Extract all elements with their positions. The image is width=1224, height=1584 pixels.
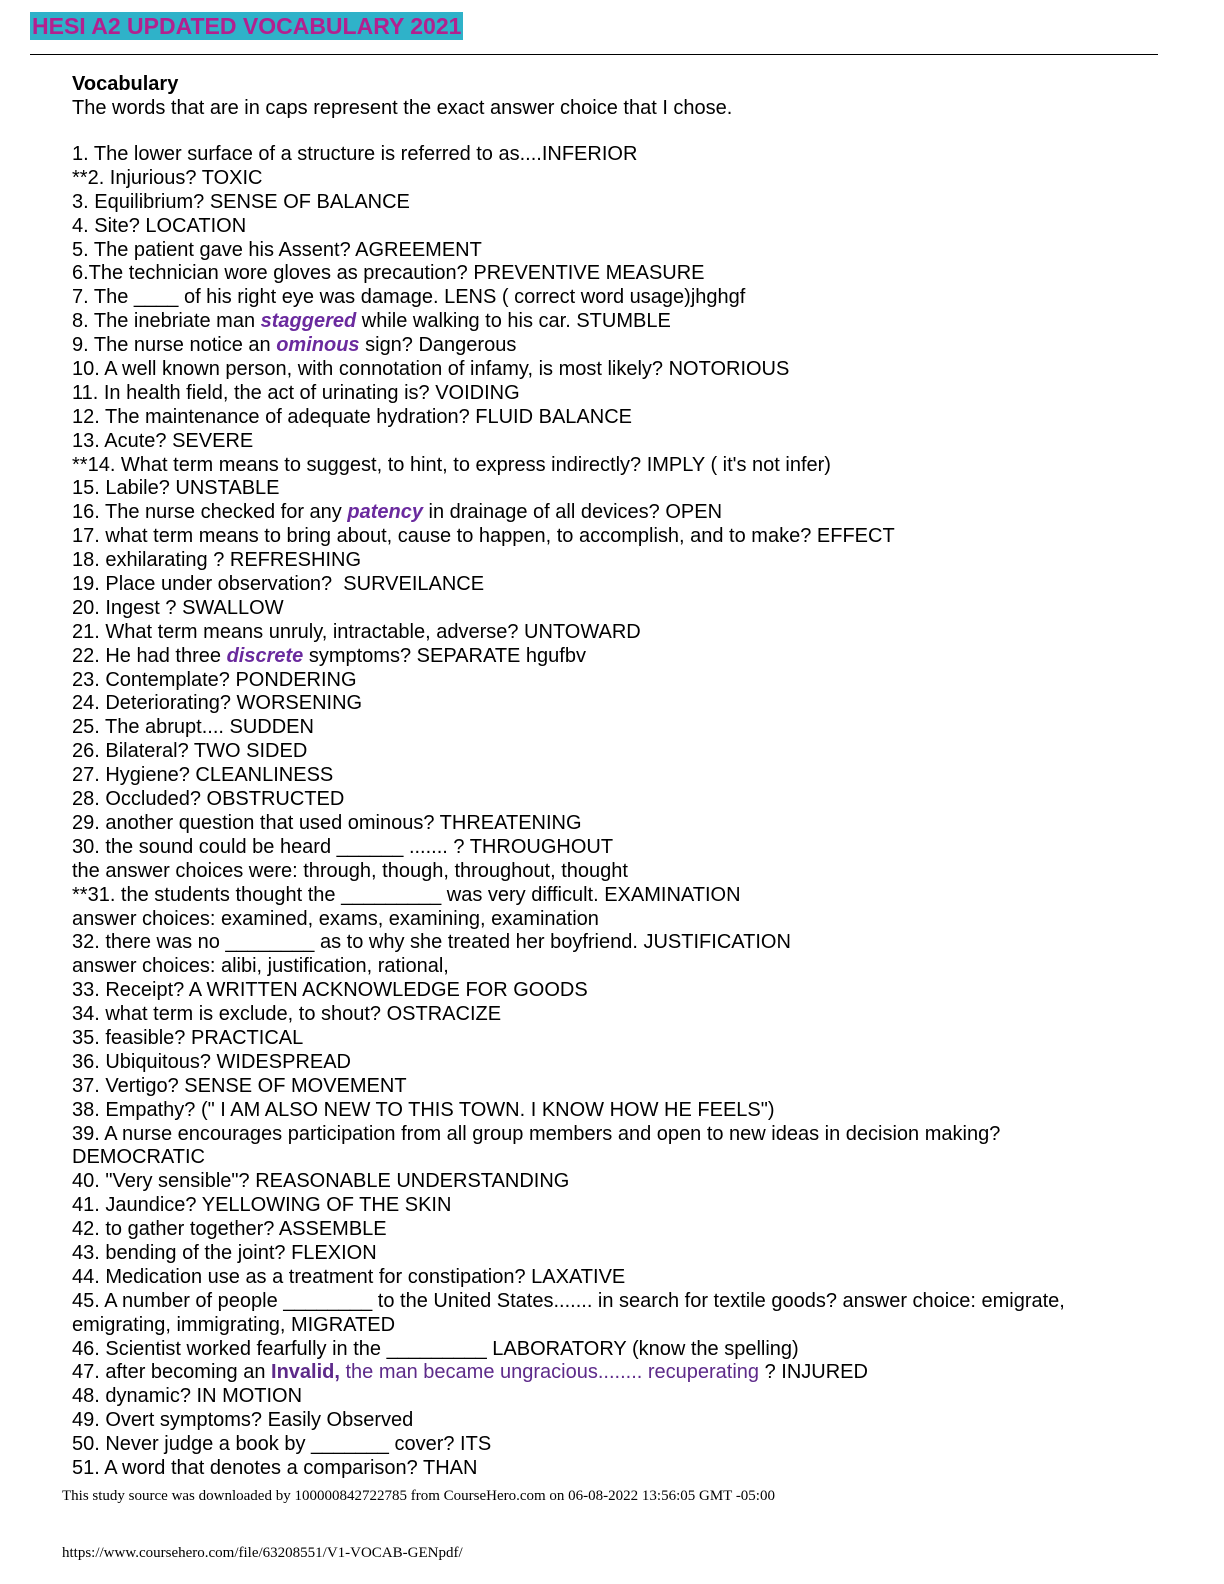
vocab-line: answer choices: alibi, justification, rational, bbox=[72, 955, 449, 978]
vocab-line: 27. Hygiene? CLEANLINESS bbox=[72, 764, 334, 787]
highlighted-word: ominous bbox=[276, 334, 360, 357]
vocab-line: **14. What term means to suggest, to hint, to express indirectly? IMPLY ( it's not infer) bbox=[72, 453, 831, 476]
vocab-line: 35. feasible? PRACTICAL bbox=[72, 1026, 304, 1049]
vocab-line: the answer choices were: through, though, throughout, thought bbox=[72, 859, 628, 882]
vocab-line: 33. Receipt? A WRITTEN ACKNOWLEDGE FOR GOODS bbox=[72, 979, 588, 1002]
vocabulary-list bbox=[72, 143, 1132, 1481]
highlighted-word: Invalid, bbox=[271, 1361, 340, 1384]
vocab-line: 50. Never judge a book by _______ cover? ITS bbox=[72, 1433, 492, 1456]
line-segment: 22. He had three bbox=[72, 644, 227, 667]
vocab-line bbox=[72, 1361, 1132, 1385]
vocab-line: 20. Ingest ? SWALLOW bbox=[72, 596, 284, 619]
highlighted-word: staggered bbox=[260, 310, 357, 333]
vocab-line: 32. there was no ________ as to why she treated her boyfriend. JUSTIFICATION bbox=[72, 931, 791, 954]
line-segment: ? INJURED bbox=[759, 1361, 868, 1384]
vocab-line: 25. The abrupt.... SUDDEN bbox=[72, 716, 314, 739]
line-segment: 9. The nurse notice an bbox=[72, 334, 277, 357]
highlighted-word: discrete bbox=[226, 644, 304, 667]
vocab-line: 10. A well known person, with connotation of infamy, is most likely? NOTORIOUS bbox=[72, 358, 790, 381]
line-segment: symptoms? SEPARATE hgufbv bbox=[303, 644, 586, 667]
vocab-line: answer choices: examined, exams, examining, examination bbox=[72, 907, 599, 930]
line-segment: while walking to his car. STUMBLE bbox=[356, 310, 671, 333]
section-subtitle: The words that are in caps represent the exact answer choice that I chose. bbox=[72, 97, 733, 119]
vocab-line bbox=[72, 501, 1132, 525]
vocab-line bbox=[72, 310, 1132, 334]
vocab-line: 29. another question that used ominous? THREATENING bbox=[72, 811, 582, 834]
vocab-line: 6.The technician wore gloves as precaution? PREVENTIVE MEASURE bbox=[72, 262, 705, 285]
vocab-line: emigrating, immigrating, MIGRATED bbox=[72, 1313, 396, 1336]
vocab-line: 11. In health field, the act of urinating is? VOIDING bbox=[72, 381, 520, 404]
line-segment: 16. The nurse checked for any bbox=[72, 501, 348, 524]
vocab-line: 21. What term means unruly, intractable, adverse? UNTOWARD bbox=[72, 620, 641, 643]
line-segment: in drainage of all devices? OPEN bbox=[422, 501, 723, 524]
vocab-line: 1. The lower surface of a structure is referred to as....INFERIOR bbox=[72, 143, 638, 165]
vocab-line: 5. The patient gave his Assent? AGREEMENT bbox=[72, 238, 482, 261]
line-segment: the man became ungracious........ recuperating bbox=[339, 1361, 760, 1384]
vocab-line bbox=[72, 645, 1132, 669]
vocab-line: 38. Empathy? (" I AM ALSO NEW TO THIS TOWN. I KNOW HOW HE FEELS") bbox=[72, 1098, 775, 1121]
line-segment: sign? Dangerous bbox=[359, 334, 517, 357]
source-url: https://www.coursehero.com/file/63208551/V1-VOCAB-GENpdf/ bbox=[62, 1545, 463, 1561]
vocab-line: **2. Injurious? TOXIC bbox=[72, 166, 263, 189]
vocab-line: 45. A number of people ________ to the United States....... in search for textile goods? answer choice: emigrate, bbox=[72, 1289, 1065, 1312]
vocab-line: 42. to gather together? ASSEMBLE bbox=[72, 1218, 387, 1241]
section-title: Vocabulary bbox=[72, 73, 179, 95]
vocab-line: 13. Acute? SEVERE bbox=[72, 429, 254, 452]
vocab-line: 36. Ubiquitous? WIDESPREAD bbox=[72, 1050, 352, 1073]
vocab-line: 37. Vertigo? SENSE OF MOVEMENT bbox=[72, 1074, 407, 1097]
vocab-line: 26. Bilateral? TWO SIDED bbox=[72, 740, 308, 763]
vocab-line: **31. the students thought the _________ was very difficult. EXAMINATION bbox=[72, 883, 741, 906]
vocab-line: 3. Equilibrium? SENSE OF BALANCE bbox=[72, 190, 410, 213]
vocab-line: 48. dynamic? IN MOTION bbox=[72, 1385, 303, 1408]
vocab-line: 49. Overt symptoms? Easily Observed bbox=[72, 1409, 414, 1432]
vocab-line: 24. Deteriorating? WORSENING bbox=[72, 692, 363, 715]
vocab-line: 12. The maintenance of adequate hydration? FLUID BALANCE bbox=[72, 405, 632, 428]
download-notice: This study source was downloaded by 100000842722785 from CourseHero.com on 06-08-2022 13:56:05 GMT -05:00 bbox=[62, 1488, 775, 1504]
vocab-line: 41. Jaundice? YELLOWING OF THE SKIN bbox=[72, 1194, 452, 1217]
vocab-line: 44. Medication use as a treatment for constipation? LAXATIVE bbox=[72, 1265, 626, 1288]
vocab-line: 43. bending of the joint? FLEXION bbox=[72, 1241, 377, 1264]
vocab-line: 23. Contemplate? PONDERING bbox=[72, 668, 357, 691]
vocab-line: 34. what term is exclude, to shout? OSTRACIZE bbox=[72, 1003, 502, 1026]
vocab-line: 7. The ____ of his right eye was damage. LENS ( correct word usage)jhghgf bbox=[72, 286, 746, 309]
vocab-line: 19. Place under observation? SURVEILANCE bbox=[72, 573, 485, 596]
vocab-line: 40. "Very sensible"? REASONABLE UNDERSTANDING bbox=[72, 1170, 570, 1193]
vocab-line: 17. what term means to bring about, cause to happen, to accomplish, and to make? EFFECT bbox=[72, 525, 895, 548]
vocab-line: 28. Occluded? OBSTRUCTED bbox=[72, 788, 345, 811]
document-banner-title: HESI A2 UPDATED VOCABULARY 2021 bbox=[32, 13, 462, 39]
vocab-line: DEMOCRATIC bbox=[72, 1146, 205, 1169]
vocab-line bbox=[72, 334, 1132, 358]
vocab-line: 51. A word that denotes a comparison? THAN bbox=[72, 1456, 478, 1479]
vocab-line: 39. A nurse encourages participation from all group members and open to new ideas in decision making? bbox=[72, 1122, 1001, 1145]
header-divider bbox=[30, 54, 1158, 55]
line-segment: 8. The inebriate man bbox=[72, 310, 261, 333]
vocab-line: 18. exhilarating ? REFRESHING bbox=[72, 549, 362, 572]
vocab-line: 46. Scientist worked fearfully in the _________ LABORATORY (know the spelling) bbox=[72, 1337, 799, 1360]
vocab-line: 30. the sound could be heard ______ ....... ? THROUGHOUT bbox=[72, 835, 614, 858]
line-segment: 47. after becoming an bbox=[72, 1361, 272, 1384]
vocab-line: 4. Site? LOCATION bbox=[72, 214, 247, 237]
vocab-line: 15. Labile? UNSTABLE bbox=[72, 477, 280, 500]
highlighted-word: patency bbox=[347, 501, 423, 524]
